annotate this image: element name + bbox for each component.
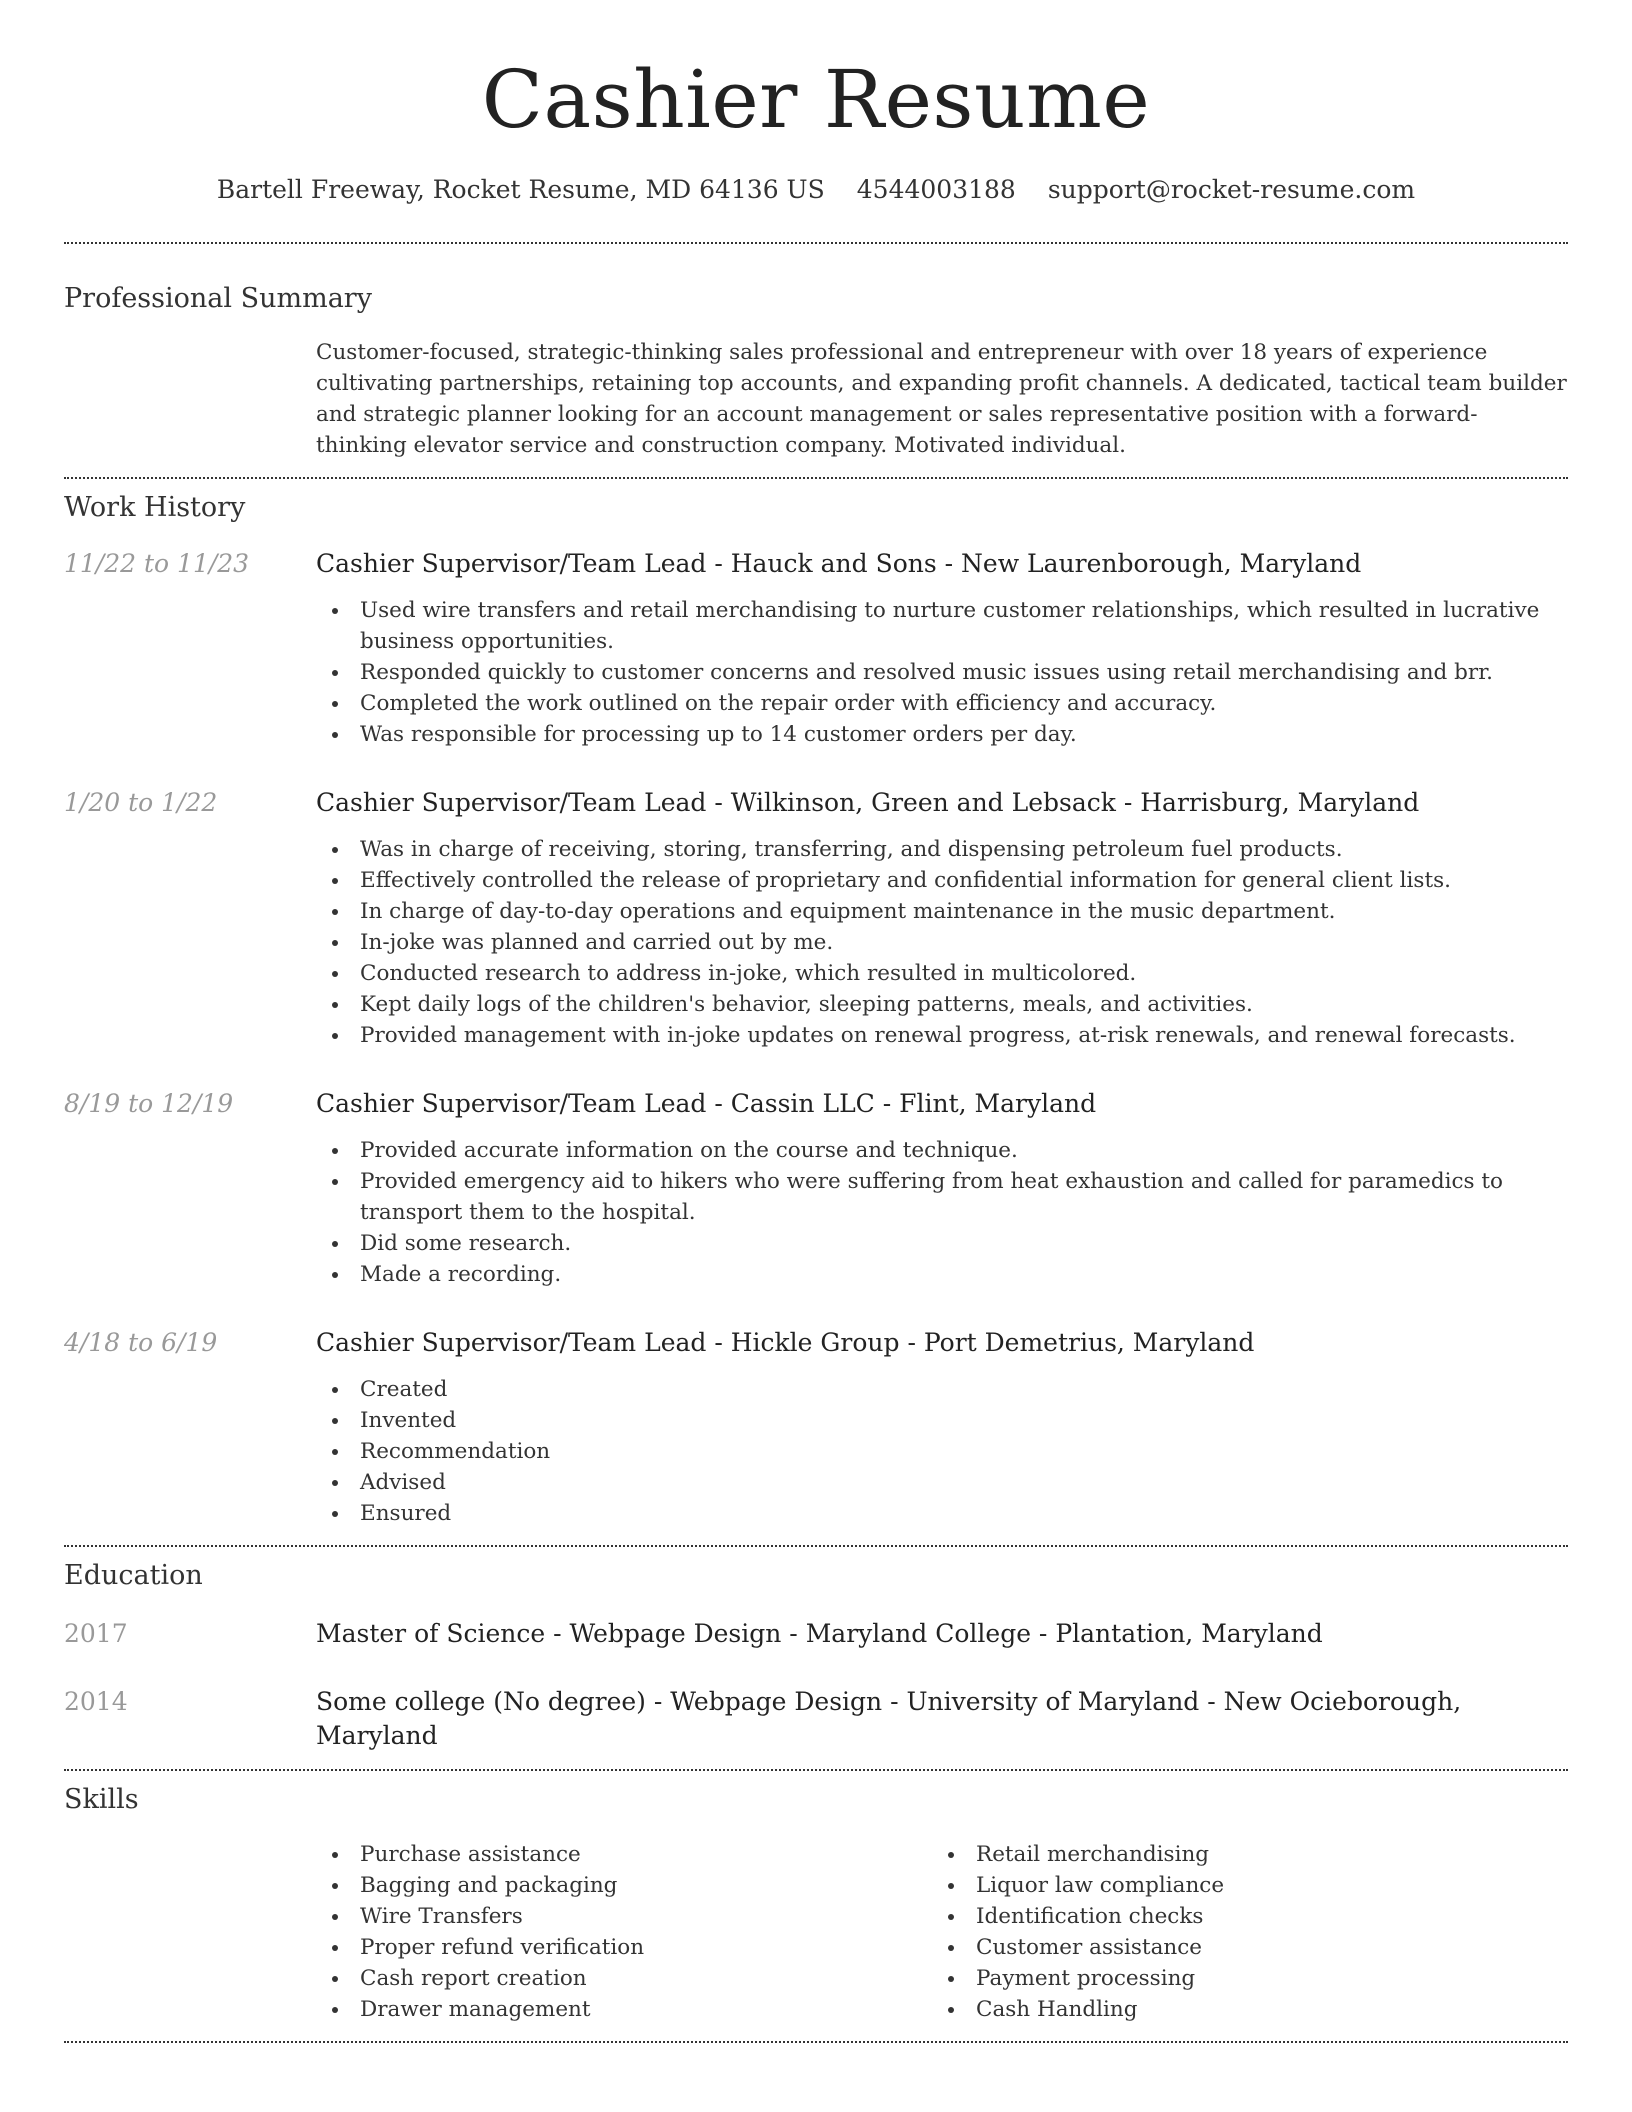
- skills-heading: Skills: [64, 1784, 139, 1815]
- work-history-heading: Work History: [64, 492, 246, 523]
- skill-item: Proper refund verification: [316, 1932, 932, 1963]
- job-dates: 1/20 to 1/22: [64, 788, 218, 817]
- education-entry: [64, 1685, 1568, 1753]
- skill-item: Retail merchandising: [932, 1839, 1548, 1870]
- education-detail: Master of Science - Webpage Design - Maryland College - Plantation, Maryland: [316, 1619, 1323, 1648]
- list-item: Advised: [316, 1467, 1568, 1498]
- education-heading: Education: [64, 1560, 203, 1591]
- education-entry: [64, 1617, 1568, 1651]
- skills-list-right: [932, 1839, 1548, 2025]
- list-item: Ensured: [316, 1498, 1568, 1529]
- job-bullets: [316, 834, 1568, 1051]
- skill-item: Wire Transfers: [316, 1901, 932, 1932]
- job-entry: [64, 1087, 1568, 1290]
- list-item: Was in charge of receiving, storing, transferring, and dispensing petroleum fuel products.: [316, 834, 1568, 865]
- skills-list-left: [316, 1839, 932, 2025]
- list-item: Made a recording.: [316, 1259, 1568, 1290]
- skill-item: Drawer management: [316, 1994, 932, 2025]
- list-item: Provided management with in-joke updates on renewal progress, at-risk renewals, and renewal forecasts.: [316, 1020, 1568, 1051]
- divider: [64, 242, 1568, 244]
- education-year: 2014: [64, 1687, 128, 1716]
- skill-item: Payment processing: [932, 1963, 1548, 1994]
- job-title: Cashier Supervisor/Team Lead - Cassin LLC - Flint, Maryland: [316, 1089, 1097, 1118]
- divider: [64, 1769, 1568, 1771]
- list-item: In-joke was planned and carried out by me.: [316, 927, 1568, 958]
- summary-heading: Professional Summary: [64, 283, 372, 314]
- skill-item: Cash report creation: [316, 1963, 932, 1994]
- list-item: Completed the work outlined on the repair order with efficiency and accuracy.: [316, 688, 1568, 719]
- resume-title: Cashier Resume: [481, 53, 1151, 146]
- job-bullets: [316, 595, 1568, 750]
- job-dates: 4/18 to 6/19: [64, 1328, 218, 1357]
- job-entry: [64, 547, 1568, 750]
- list-item: Was responsible for processing up to 14 customer orders per day.: [316, 719, 1568, 750]
- divider: [64, 1545, 1568, 1547]
- skill-item: Liquor law compliance: [932, 1870, 1548, 1901]
- list-item: Used wire transfers and retail merchandising to nurture customer relationships, which resulted in lucrative business opportunities.: [316, 595, 1568, 657]
- job-bullets: [316, 1374, 1568, 1529]
- list-item: Provided accurate information on the course and technique.: [316, 1135, 1568, 1166]
- list-item: Provided emergency aid to hikers who were suffering from heat exhaustion and called for paramedics to transport them to the hospital.: [316, 1166, 1568, 1228]
- list-item: Effectively controlled the release of proprietary and confidential information for general client lists.: [316, 865, 1568, 896]
- contact-phone: 4544003188: [856, 175, 1016, 204]
- skill-item: Purchase assistance: [316, 1839, 932, 1870]
- list-item: Recommendation: [316, 1436, 1568, 1467]
- skill-item: Identification checks: [932, 1901, 1548, 1932]
- education-year: 2017: [64, 1619, 128, 1648]
- contact-line: [64, 174, 1568, 206]
- contact-address: Bartell Freeway, Rocket Resume, MD 64136 US: [216, 175, 825, 204]
- job-title: Cashier Supervisor/Team Lead - Hickle Group - Port Demetrius, Maryland: [316, 1328, 1255, 1357]
- job-dates: 8/19 to 12/19: [64, 1089, 234, 1118]
- divider: [64, 2041, 1568, 2043]
- contact-email: support@rocket-resume.com: [1047, 175, 1416, 204]
- list-item: In charge of day-to-day operations and equipment maintenance in the music department.: [316, 896, 1568, 927]
- list-item: Responded quickly to customer concerns and resolved music issues using retail merchandising and brr.: [316, 657, 1568, 688]
- list-item: Kept daily logs of the children's behavior, sleeping patterns, meals, and activities.: [316, 989, 1568, 1020]
- list-item: Conducted research to address in-joke, which resulted in multicolored.: [316, 958, 1568, 989]
- job-dates: 11/22 to 11/23: [64, 549, 250, 578]
- skill-item: Cash Handling: [932, 1994, 1548, 2025]
- skills-columns: [316, 1825, 1568, 2025]
- job-entry: [64, 1326, 1568, 1529]
- list-item: Created: [316, 1374, 1568, 1405]
- summary-text: Customer-focused, strategic-thinking sales professional and entrepreneur with over 18 years of experience cultivating partnerships, retaining top accounts, and expanding profit channels. A dedicated, tactical team builder and strategic planner looking for an account management or sales representative position with a forward-thinking elevator service and construction company. Motivated individual.: [316, 340, 1567, 458]
- job-bullets: [316, 1135, 1568, 1290]
- job-entry: [64, 786, 1568, 1051]
- divider: [64, 477, 1568, 479]
- skill-item: Customer assistance: [932, 1932, 1548, 1963]
- skill-item: Bagging and packaging: [316, 1870, 932, 1901]
- job-title: Cashier Supervisor/Team Lead - Wilkinson, Green and Lebsack - Harrisburg, Maryland: [316, 788, 1420, 817]
- list-item: Did some research.: [316, 1228, 1568, 1259]
- list-item: Invented: [316, 1405, 1568, 1436]
- education-detail: Some college (No degree) - Webpage Design - University of Maryland - New Ocieborough, Maryland: [316, 1687, 1462, 1750]
- job-title: Cashier Supervisor/Team Lead - Hauck and Sons - New Laurenborough, Maryland: [316, 549, 1362, 578]
